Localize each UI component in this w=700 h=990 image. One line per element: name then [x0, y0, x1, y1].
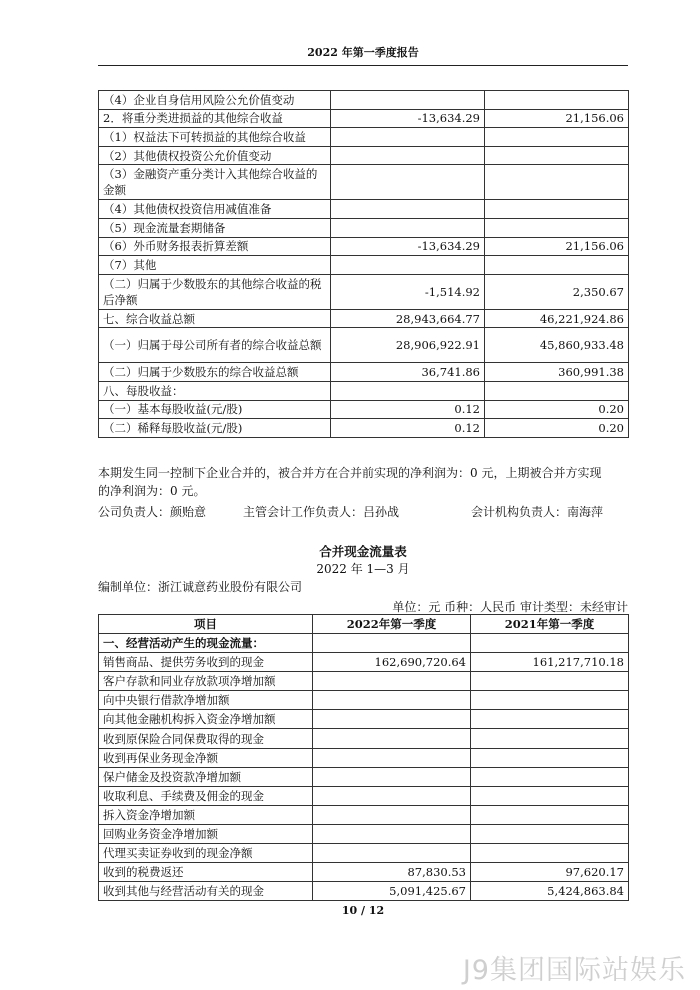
table-row — [99, 256, 629, 275]
row-current-value: -13,634.29 — [331, 237, 485, 256]
row-previous-value: 2,350.67 — [485, 274, 629, 309]
cashflow-header-row — [99, 615, 629, 634]
row-current-value — [313, 748, 471, 767]
header-item: 项目 — [99, 615, 313, 634]
merger-note-line1: 本期发生同一控制下企业合并的，被合并方在合并前实现的净利润为：0 元，上期被合并方实现 — [98, 466, 602, 480]
merger-note-line2: 的净利润为：0 元。 — [98, 484, 206, 498]
merger-note — [98, 464, 628, 500]
row-current-value: 28,906,922.91 — [331, 328, 485, 363]
table-row — [99, 767, 629, 786]
row-current-value — [313, 691, 471, 710]
row-current-value — [313, 710, 471, 729]
watermark-text: J9集团国际站娱乐 — [462, 955, 686, 986]
row-previous-value — [485, 218, 629, 237]
row-previous-value — [471, 844, 629, 863]
row-current-value — [313, 824, 471, 843]
row-label: 2．将重分类进损益的其他综合收益 — [99, 109, 331, 128]
row-current-value: 162,690,720.64 — [313, 653, 471, 672]
table-row — [99, 729, 629, 748]
row-current-value: -1,514.92 — [331, 274, 485, 309]
row-previous-value — [471, 672, 629, 691]
row-current-value: 0.12 — [331, 400, 485, 419]
row-current-value — [331, 146, 485, 165]
row-previous-value — [471, 805, 629, 824]
row-previous-value: 0.20 — [485, 419, 629, 438]
row-previous-value — [485, 128, 629, 147]
company-head-signature: 公司负责人：颜贻意 — [98, 505, 207, 519]
row-previous-value — [471, 710, 629, 729]
row-label: （二）归属于少数股东的综合收益总额 — [99, 363, 331, 382]
row-current-value: 0.12 — [331, 419, 485, 438]
row-label: 保户储金及投资款净增加额 — [99, 767, 313, 786]
row-label: （二）归属于少数股东的其他综合收益的税后净额 — [99, 274, 331, 309]
row-previous-value — [471, 748, 629, 767]
table-row — [99, 363, 629, 382]
row-current-value: 87,830.53 — [313, 863, 471, 882]
table-row — [99, 844, 629, 863]
row-label: 拆入资金净增加额 — [99, 805, 313, 824]
row-current-value: 28,943,664.77 — [331, 309, 485, 328]
accounting-head-signature: 主管会计工作负责人：吕孙战 — [243, 505, 400, 519]
row-label: （4）企业自身信用风险公允价值变动 — [99, 91, 331, 110]
row-previous-value: 45,860,933.48 — [485, 328, 629, 363]
row-label: 销售商品、提供劳务收到的现金 — [99, 653, 313, 672]
table-row — [99, 91, 629, 110]
table-row — [99, 882, 629, 901]
row-current-value: 5,091,425.67 — [313, 882, 471, 901]
row-previous-value — [471, 729, 629, 748]
table-row — [99, 218, 629, 237]
table-row — [99, 309, 629, 328]
unit-currency-audit: 单位：元 币种：人民币 审计类型：未经审计 — [392, 600, 628, 614]
row-current-value — [313, 767, 471, 786]
row-previous-value: 21,156.06 — [485, 237, 629, 256]
header-current: 2022年第一季度 — [313, 615, 471, 634]
row-previous-value: 0.20 — [485, 400, 629, 419]
row-label: 收到的税费返还 — [99, 863, 313, 882]
row-current-value — [313, 844, 471, 863]
row-previous-value: 5,424,863.84 — [471, 882, 629, 901]
row-label: 回购业务资金净增加额 — [99, 824, 313, 843]
row-current-value — [331, 256, 485, 275]
row-current-value — [331, 381, 485, 400]
row-label: （二）稀释每股收益(元/股) — [99, 419, 331, 438]
row-current-value — [331, 128, 485, 147]
page-number: 10 / 12 — [341, 904, 385, 917]
row-label: 收到原保险合同保费取得的现金 — [99, 729, 313, 748]
row-current-value: -13,634.29 — [331, 109, 485, 128]
table-row — [99, 786, 629, 805]
row-previous-value — [471, 767, 629, 786]
table-row — [99, 128, 629, 147]
cashflow-period: 2022 年 1—3 月 — [316, 562, 410, 576]
cashflow-table — [98, 614, 629, 901]
row-label: （3）金融资产重分类计入其他综合收益的金额 — [99, 165, 331, 200]
table-row — [99, 400, 629, 419]
row-label: （4）其他债权投资信用减值准备 — [99, 200, 331, 219]
row-label: （1）权益法下可转损益的其他综合收益 — [99, 128, 331, 147]
table-row — [99, 237, 629, 256]
row-previous-value: 46,221,924.86 — [485, 309, 629, 328]
table-row — [99, 328, 629, 363]
row-label: 向中央银行借款净增加额 — [99, 691, 313, 710]
table-row — [99, 805, 629, 824]
table-row — [99, 748, 629, 767]
row-previous-value — [471, 824, 629, 843]
table-row — [99, 672, 629, 691]
row-previous-value: 97,620.17 — [471, 863, 629, 882]
row-previous-value: 360,991.38 — [485, 363, 629, 382]
table-row — [99, 274, 629, 309]
table-row — [99, 863, 629, 882]
row-current-value — [331, 165, 485, 200]
table-row — [99, 381, 629, 400]
row-previous-value — [471, 691, 629, 710]
table-row — [99, 165, 629, 200]
cashflow-section-row — [99, 634, 629, 653]
row-label: 收取利息、手续费及佣金的现金 — [99, 786, 313, 805]
header-previous: 2021年第一季度 — [471, 615, 629, 634]
row-previous-value — [471, 786, 629, 805]
row-label: （7）其他 — [99, 256, 331, 275]
row-previous-value: 161,217,710.18 — [471, 653, 629, 672]
table-row — [99, 200, 629, 219]
section-empty-cell — [471, 634, 629, 653]
row-label: （5）现金流量套期储备 — [99, 218, 331, 237]
row-current-value — [331, 91, 485, 110]
row-label: （6）外币财务报表折算差额 — [99, 237, 331, 256]
section-empty-cell — [313, 634, 471, 653]
row-current-value: 36,741.86 — [331, 363, 485, 382]
table-row — [99, 653, 629, 672]
table-row — [99, 419, 629, 438]
row-previous-value: 21,156.06 — [485, 109, 629, 128]
row-label: 七、综合收益总额 — [99, 309, 331, 328]
row-current-value — [313, 672, 471, 691]
row-current-value — [313, 805, 471, 824]
page-header: 2022 年第一季度报告 — [98, 44, 628, 66]
table-row — [99, 710, 629, 729]
row-previous-value — [485, 146, 629, 165]
row-current-value — [331, 218, 485, 237]
row-current-value — [313, 786, 471, 805]
row-label: 向其他金融机构拆入资金净增加额 — [99, 710, 313, 729]
row-label: （一）归属于母公司所有者的综合收益总额 — [99, 328, 331, 363]
row-previous-value — [485, 165, 629, 200]
row-previous-value — [485, 200, 629, 219]
table-row — [99, 691, 629, 710]
row-label: 收到其他与经营活动有关的现金 — [99, 882, 313, 901]
section-label: 一、经营活动产生的现金流量： — [99, 634, 313, 653]
row-current-value — [313, 729, 471, 748]
table-row — [99, 109, 629, 128]
table-row — [99, 146, 629, 165]
row-previous-value — [485, 256, 629, 275]
row-label: 八、每股收益： — [99, 381, 331, 400]
row-label: 收到再保业务现金净额 — [99, 748, 313, 767]
row-previous-value — [485, 91, 629, 110]
row-previous-value — [485, 381, 629, 400]
row-label: 代理买卖证券收到的现金净额 — [99, 844, 313, 863]
row-current-value — [331, 200, 485, 219]
table-row — [99, 824, 629, 843]
row-label: （2）其他债权投资公允价值变动 — [99, 146, 331, 165]
row-label: （一）基本每股收益(元/股) — [99, 400, 331, 419]
row-label: 客户存款和同业存放款项净增加额 — [99, 672, 313, 691]
income-statement-table — [98, 90, 629, 438]
cashflow-title: 合并现金流量表 — [319, 544, 407, 559]
agency-head-signature: 会计机构负责人：南海萍 — [471, 505, 604, 519]
preparer-company: 编制单位：浙江诚意药业股份有限公司 — [98, 580, 303, 594]
